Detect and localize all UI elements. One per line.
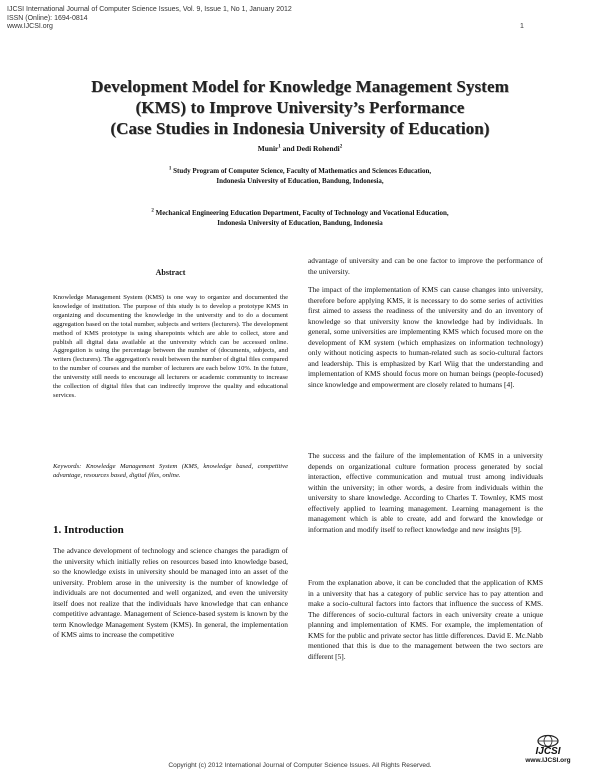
website-line: www.IJCSI.org — [7, 23, 53, 30]
globe-icon — [536, 733, 560, 747]
title-line-1: Development Model for Knowledge Management System — [91, 77, 509, 96]
right-paragraph-3: The success and the failure of the implementation of KMS in a university depends on organizational culture formation process generated by social interaction, effective communication and mutual trust among individuals within the university; in other words, a desire from individuals within the university to share knowledge. According to Charles T. Townley, KMS most effectively applied to learning management. Learning management is the management which is able to create, add and forward the knowledge or information and modify itself to reflect knowledge and new insights [9]. — [308, 451, 543, 534]
author-2-sup: 2 — [339, 144, 343, 150]
authors — [100, 144, 500, 154]
affiliation-2-line-1: Mechanical Engineering Education Department, Faculty of Technology and Vocational Education, — [155, 209, 449, 217]
right-paragraph-1: advantage of university and can be one factor to improve the performance of the university. — [308, 256, 543, 276]
introduction-text: The advance development of technology and science changes the paradigm of the university which initially relies on resources based into knowledge based, so the knowledge exists in university should be managed into an asset of the university. Problem arose in the university is the number of knowledge of individuals are not documented and well organized, and even the university itself does not realize that the individuals have knowledge that can enhance competitive advantage. Management of Science-based system is known by the term Knowledge Management System (KMS). In general, the implementation of KMS aims to increase the competitive — [53, 546, 288, 639]
affiliation-1-line-1: Study Program of Computer Science, Faculty of Mathematics and Sciences Education, — [173, 167, 432, 175]
affiliation-1-sup: 1 — [168, 166, 172, 172]
section-heading-introduction: 1. Introduction — [53, 524, 124, 536]
affiliation-2-line-2: Indonesia University of Education, Bandung, Indonesia — [217, 219, 383, 227]
author-1-sup: 1 — [278, 144, 281, 150]
title-line-3: (Case Studies in Indonesia University of Education) — [110, 119, 490, 138]
affiliation-1-line-2: Indonesia University of Education, Bandung, Indonesia, — [216, 177, 384, 185]
abstract-text: Knowledge Management System (KMS) is one way to organize and documented the knowledge of institution. The purpose of this study is to develop a prototype KMS in organizing and documenting the knowledge in the university and to do a document aggregation based on the total number, subjects and writers (lecturers). The development method of KMS prototype is using sharepoints which are able to collect, store and publish all digital data available at the university which can be accessed online. Aggregation is using the percentage between the number of (documents, subjects, and writers (lecturers). The aggregation's result between the number of digital files compared to the number of courses and the number of lecturers are each below 10%. In the future, the university still needs to encourage all lecturers or academic community to increase the collection of digital files that can indirectly improve the quality and educational services. — [53, 294, 288, 399]
keywords: Keywords: Knowledge Management System (KMS, knowledge based, competitive advantage, resources based, digital files, online. — [53, 463, 288, 479]
affiliation-2-sup: 2 — [151, 208, 154, 214]
paper-title — [30, 76, 570, 139]
affiliation-2 — [70, 208, 530, 228]
title-line-2: (KMS) to Improve University’s Performance — [135, 98, 465, 117]
affiliation-1 — [80, 166, 520, 186]
journal-line: IJCSI International Journal of Computer Science Issues, Vol. 9, Issue 1, No 1, January 2012 — [7, 6, 292, 13]
journal-logo — [508, 733, 588, 773]
author-2: and Dedi Rohendi — [280, 144, 340, 153]
author-1: Munir — [257, 144, 279, 153]
logo-url: www.IJCSI.org — [525, 757, 571, 764]
abstract-heading: Abstract — [155, 268, 186, 277]
right-paragraph-4: From the explanation above, it can be concluded that the application of KMS in a university that has a category of public service has to pay attention and make a socio-cultural factors into factors that influence the success of KMS. The differences of socio-cultural factors in each university create a unique planning and implementation of KMS. For example, the implementation of KMS for the public and private sector has little differences. David E. Mc.Nabb mentioned that this is due to the management between the two sectors are different [5]. — [308, 578, 543, 661]
running-header — [7, 6, 407, 32]
issn-line: ISSN (Online): 1694-0814 — [7, 14, 88, 22]
logo-text: IJCSI — [535, 746, 561, 757]
page-number: 1 — [520, 23, 524, 30]
copyright-footer: Copyright (c) 2012 International Journal of Computer Science Issues. All Rights Reserved. — [168, 762, 432, 769]
right-paragraph-2: The impact of the implementation of KMS can cause changes into university, therefore before applying KMS, it is necessary to do some series of activities first aimed to assess the readiness of the university and do an inventory of knowledge so that university know the knowledge had by individuals. In general, some universities are implementing KMS which focused more on the development of KM system (which emphasizes on information technology) only without noticing aspects to human-related such as socio-cultural factors and leadership. This is emphasized by Karl Wiig that the understanding and implementation of KMS should focus more on human beings (people-focused) since knowledge and empowerment are closely related to humans [4]. — [308, 285, 543, 389]
